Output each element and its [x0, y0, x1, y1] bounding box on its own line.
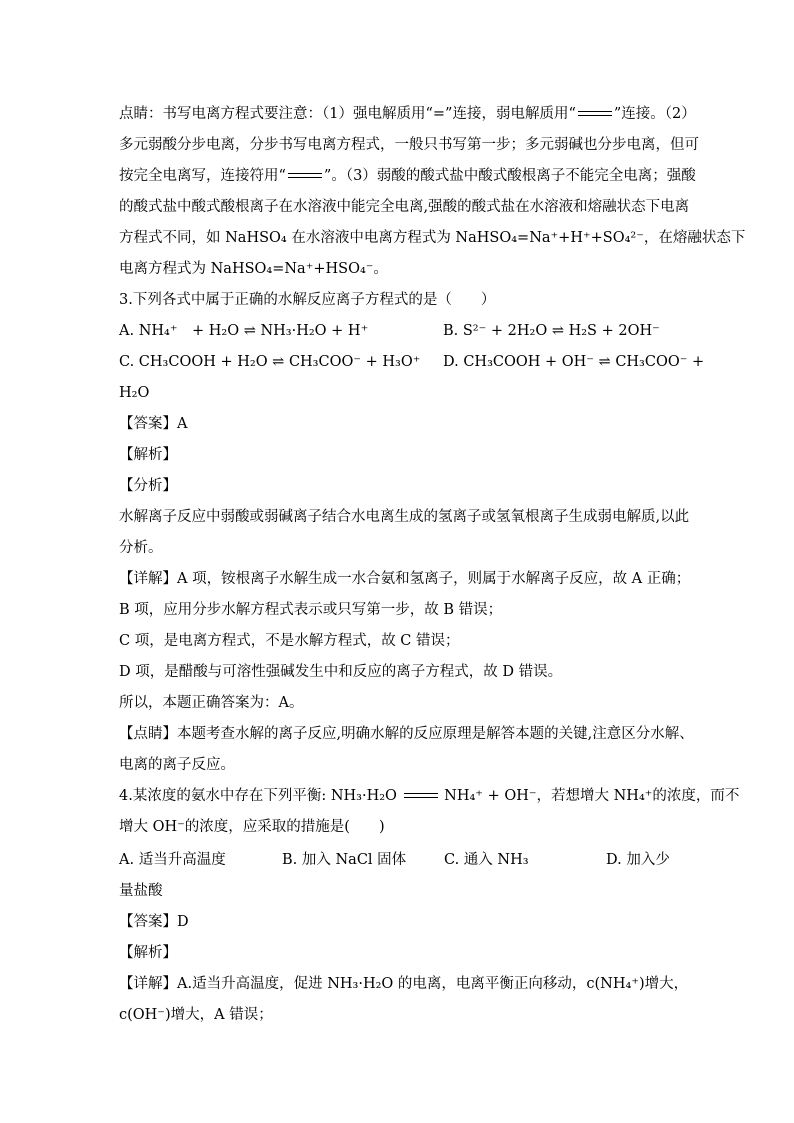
tip-line-5: 方程式不同，如 NaHSO₄ 在水溶液中电离方程式为 NaHSO₄=Na⁺+H⁺+SO₄²⁻，在熔融状态下: [119, 230, 746, 246]
q4-option-a: A. 适当升高温度: [119, 852, 226, 868]
tip-line-2: 多元弱酸分步电离，分步书写电离方程式，一般只书写第一步；多元弱碱也分步电离，但可: [119, 137, 699, 153]
equilibrium-arrow-icon: [288, 171, 322, 181]
q3-option-b: B. S²⁻ + 2H₂O ⇌ H₂S + 2OH⁻: [443, 323, 660, 339]
q3-detail-d: D 项，是醋酸与可溶性强碱发生中和反应的离子方程式，故 D 错误。: [119, 664, 563, 680]
q4-option-c: C. 通入 NH₃: [444, 852, 529, 868]
q3-tip-1: 【点睛】本题考查水解的离子反应,明确水解的反应原理是解答本题的关键,注意区分水解、: [119, 726, 694, 742]
q3-detail-b: B 项，应用分步水解方程式表示或只写第一步，故 B 错误；: [119, 602, 503, 618]
tip-line-3: [119, 166, 696, 186]
text: ”。（3）弱酸的酸式盐中酸式酸根离子不能完全电离；强酸: [323, 168, 696, 184]
q3-fenxi-head: 【分析】: [119, 478, 177, 494]
text: 4.某浓度的氨水中存在下列平衡: NH₃·H₂O: [119, 788, 402, 804]
q3-option-d: D. CH₃COOH + OH⁻ ⇌ CH₃COO⁻ +: [443, 354, 705, 370]
tip-line-4: 的酸式盐中酸式酸根离子在水溶液中能完全电离,强酸的酸式盐在水溶液和熔融状态下电离: [119, 199, 690, 215]
q3-option-c: C. CH₃COOH + H₂O ⇌ CH₃COO⁻ + H₃O⁺: [119, 354, 421, 370]
text: NH₄⁺ + OH⁻，若想增大 NH₄⁺的浓度，而不: [439, 788, 740, 804]
q3-conclusion: 所以，本题正确答案为：A。: [119, 695, 304, 711]
text: ”连接。（2）: [613, 106, 696, 122]
q4-option-d-cont: 量盐酸: [119, 883, 163, 899]
q4-detail-1: 【详解】A.适当升高温度，促进 NH₃·H₂O 的电离，电离平衡正向移动，c(NH₄⁺)增大，: [119, 976, 689, 992]
equilibrium-arrow-icon: [404, 791, 438, 801]
q3-answer: 【答案】A: [119, 416, 188, 432]
q3-detail-c: C 项，是电离方程式，不是水解方程式，故 C 错误；: [119, 633, 460, 649]
text: 点睛：书写电离方程式要注意：（1）强电解质用“=”连接，弱电解质用“: [119, 106, 576, 122]
q3-tip-2: 电离的离子反应。: [119, 757, 235, 773]
q3-option-d-cont: H₂O: [119, 385, 150, 401]
equilibrium-arrow-icon: [578, 109, 612, 119]
q3-analysis-head: 【解析】: [119, 447, 177, 463]
q3-fenxi-1: 水解离子反应中弱酸或弱碱离子结合水电离生成的氢离子或氢氧根离子生成弱电解质,以此: [119, 509, 690, 525]
q4-detail-2: c(OH⁻)增大，A 错误；: [119, 1007, 273, 1023]
q4-stem-2: 增大 OH⁻的浓度，应采取的措施是( ): [119, 819, 385, 835]
q4-analysis-head: 【解析】: [119, 945, 177, 961]
q3-fenxi-2: 分析。: [119, 540, 163, 556]
text: 按完全电离写，连接符用“: [119, 168, 286, 184]
tip-line-1: [119, 104, 696, 124]
q3-stem: 3.下列各式中属于正确的水解反应离子方程式的是（ ）: [119, 292, 496, 308]
q4-stem-1: [119, 786, 739, 806]
q3-detail-a: 【详解】A 项，铵根离子水解生成一水合氨和氢离子，则属于水解离子反应，故 A 正确；: [119, 571, 691, 587]
q4-option-d: D. 加入少: [606, 852, 670, 868]
q4-answer: 【答案】D: [119, 914, 189, 930]
tip-line-6: 电离方程式为 NaHSO₄=Na⁺+HSO₄⁻。: [119, 261, 388, 277]
q4-option-b: B. 加入 NaCl 固体: [282, 852, 407, 868]
q3-option-a: A. NH₄⁺ + H₂O ⇌ NH₃·H₂O + H⁺: [119, 323, 369, 339]
